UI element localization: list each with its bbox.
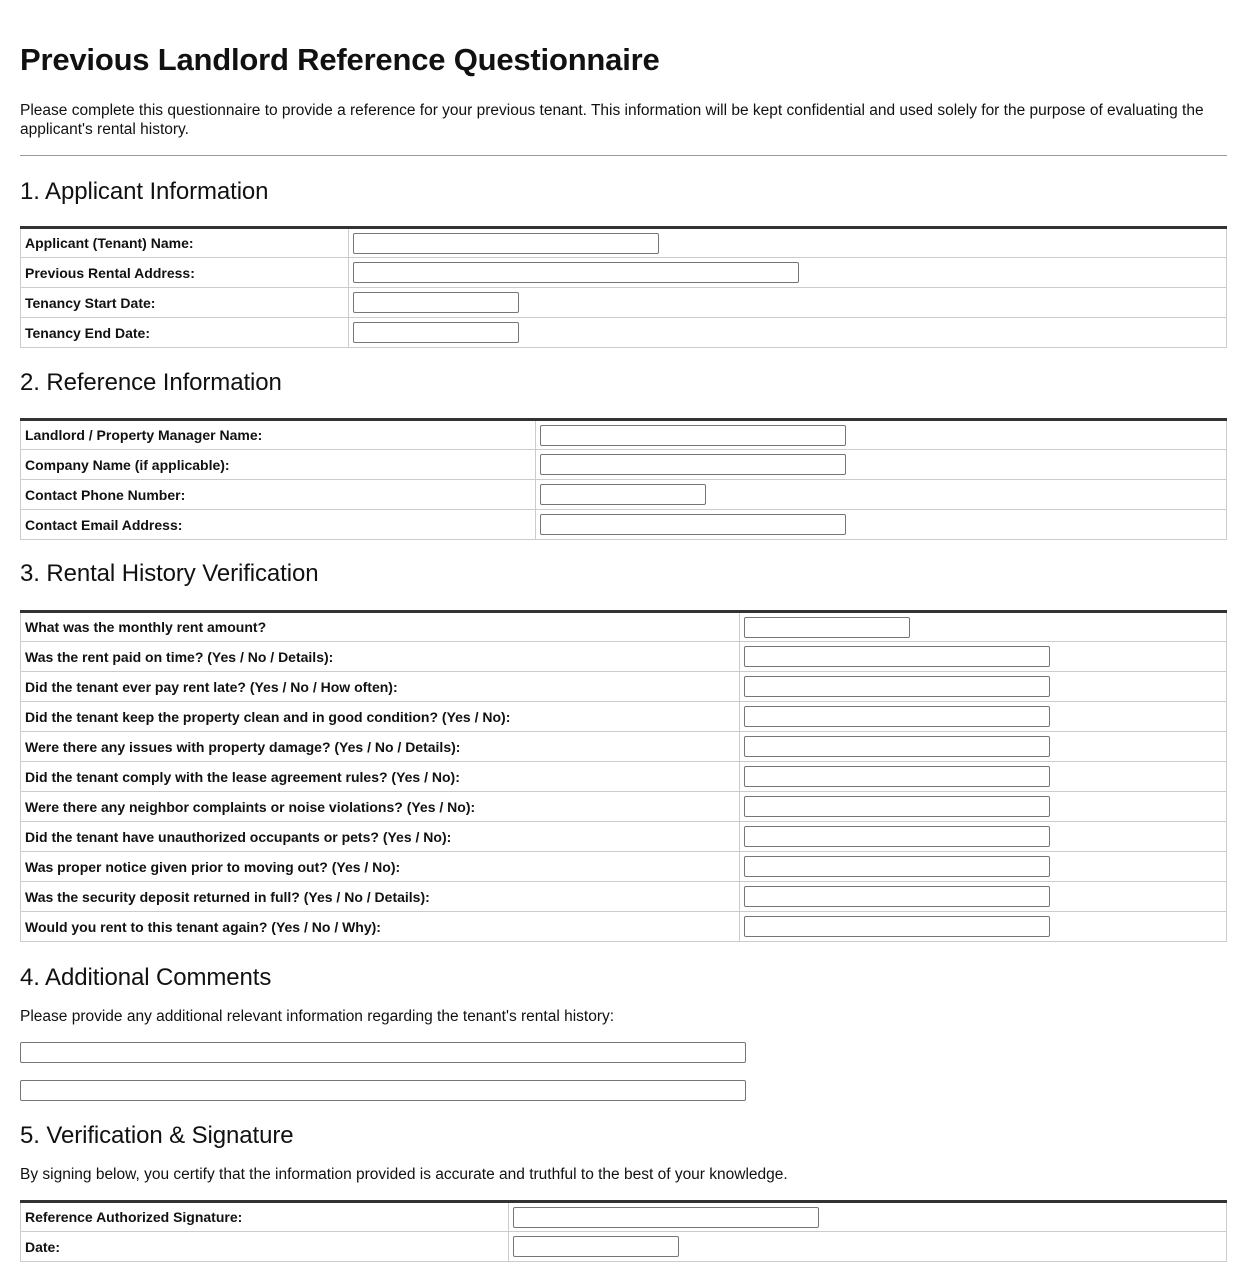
rent-again-input[interactable] (744, 916, 1050, 937)
rent-late-label: Did the tenant ever pay rent late? (Yes / No / How often): (21, 672, 740, 702)
rent-on-time-input[interactable] (744, 646, 1050, 667)
table-row (21, 882, 1227, 912)
security-deposit-label: Was the security deposit returned in full? (Yes / No / Details): (21, 882, 740, 912)
property-damage-label: Were there any issues with property damage? (Yes / No / Details): (21, 732, 740, 762)
table-row (21, 702, 1227, 732)
property-condition-input[interactable] (744, 706, 1050, 727)
rental-history-table (20, 610, 1227, 942)
table-row (21, 1202, 1227, 1232)
contact-phone-label: Contact Phone Number: (21, 480, 536, 510)
table-row (21, 510, 1227, 540)
comments-line-2-input[interactable] (20, 1080, 746, 1101)
monthly-rent-input[interactable] (744, 617, 910, 638)
neighbor-complaints-label: Were there any neighbor complaints or noise violations? (Yes / No): (21, 792, 740, 822)
landlord-name-input[interactable] (540, 425, 846, 446)
neighbor-complaints-input[interactable] (744, 796, 1050, 817)
table-row (21, 672, 1227, 702)
rent-late-input[interactable] (744, 676, 1050, 697)
table-row (21, 450, 1227, 480)
contact-phone-input[interactable] (540, 484, 706, 505)
section-heading-reference: 2. Reference Information (20, 369, 282, 396)
lease-compliance-input[interactable] (744, 766, 1050, 787)
security-deposit-input[interactable] (744, 886, 1050, 907)
tenancy-start-date-input[interactable] (353, 292, 519, 313)
property-damage-input[interactable] (744, 736, 1050, 757)
table-row (21, 228, 1227, 258)
tenancy-end-date-label: Tenancy End Date: (21, 318, 349, 348)
signature-date-input[interactable] (513, 1236, 679, 1257)
table-row (21, 480, 1227, 510)
table-row (21, 762, 1227, 792)
table-row (21, 642, 1227, 672)
signature-table (20, 1200, 1227, 1262)
table-row (21, 852, 1227, 882)
unauthorized-occupants-label: Did the tenant have unauthorized occupants or pets? (Yes / No): (21, 822, 740, 852)
section-heading-signature: 5. Verification & Signature (20, 1122, 294, 1149)
applicant-name-input[interactable] (353, 233, 659, 254)
table-row (21, 822, 1227, 852)
rent-on-time-label: Was the rent paid on time? (Yes / No / Details): (21, 642, 740, 672)
comments-line-1-input[interactable] (20, 1042, 746, 1063)
header-divider (20, 155, 1227, 156)
rent-again-label: Would you rent to this tenant again? (Yes / No / Why): (21, 912, 740, 942)
intro-paragraph: Please complete this questionnaire to provide a reference for your previous tenant. This information will be kept confidential and used solely for the purpose of evaluating the applicant's rental history. (20, 102, 1204, 138)
section-heading-comments: 4. Additional Comments (20, 964, 272, 991)
monthly-rent-label: What was the monthly rent amount? (21, 612, 740, 642)
landlord-name-label: Landlord / Property Manager Name: (21, 420, 536, 450)
company-name-label: Company Name (if applicable): (21, 450, 536, 480)
authorized-signature-label: Reference Authorized Signature: (21, 1202, 509, 1232)
property-condition-label: Did the tenant keep the property clean and in good condition? (Yes / No): (21, 702, 740, 732)
table-row (21, 420, 1227, 450)
applicant-info-table (20, 226, 1227, 348)
section-heading-applicant: 1. Applicant Information (20, 178, 269, 205)
applicant-name-label: Applicant (Tenant) Name: (21, 228, 349, 258)
contact-email-input[interactable] (540, 514, 846, 535)
table-row (21, 318, 1227, 348)
signature-date-label: Date: (21, 1232, 509, 1262)
previous-rental-address-input[interactable] (353, 262, 799, 283)
unauthorized-occupants-input[interactable] (744, 826, 1050, 847)
contact-email-label: Contact Email Address: (21, 510, 536, 540)
signature-statement: By signing below, you certify that the information provided is accurate and truthful to the best of your knowledge. (20, 1166, 788, 1183)
table-row (21, 912, 1227, 942)
move-out-notice-input[interactable] (744, 856, 1050, 877)
authorized-signature-input[interactable] (513, 1207, 819, 1228)
tenancy-end-date-input[interactable] (353, 322, 519, 343)
comments-prompt: Please provide any additional relevant information regarding the tenant's rental history: (20, 1008, 615, 1025)
reference-info-table (20, 418, 1227, 540)
page-title: Previous Landlord Reference Questionnaire (20, 42, 660, 77)
table-row (21, 732, 1227, 762)
company-name-input[interactable] (540, 454, 846, 475)
table-row (21, 1232, 1227, 1262)
lease-compliance-label: Did the tenant comply with the lease agreement rules? (Yes / No): (21, 762, 740, 792)
table-row (21, 258, 1227, 288)
tenancy-start-date-label: Tenancy Start Date: (21, 288, 349, 318)
section-heading-history: 3. Rental History Verification (20, 560, 319, 587)
previous-rental-address-label: Previous Rental Address: (21, 258, 349, 288)
table-row (21, 288, 1227, 318)
table-row (21, 612, 1227, 642)
table-row (21, 792, 1227, 822)
move-out-notice-label: Was proper notice given prior to moving out? (Yes / No): (21, 852, 740, 882)
